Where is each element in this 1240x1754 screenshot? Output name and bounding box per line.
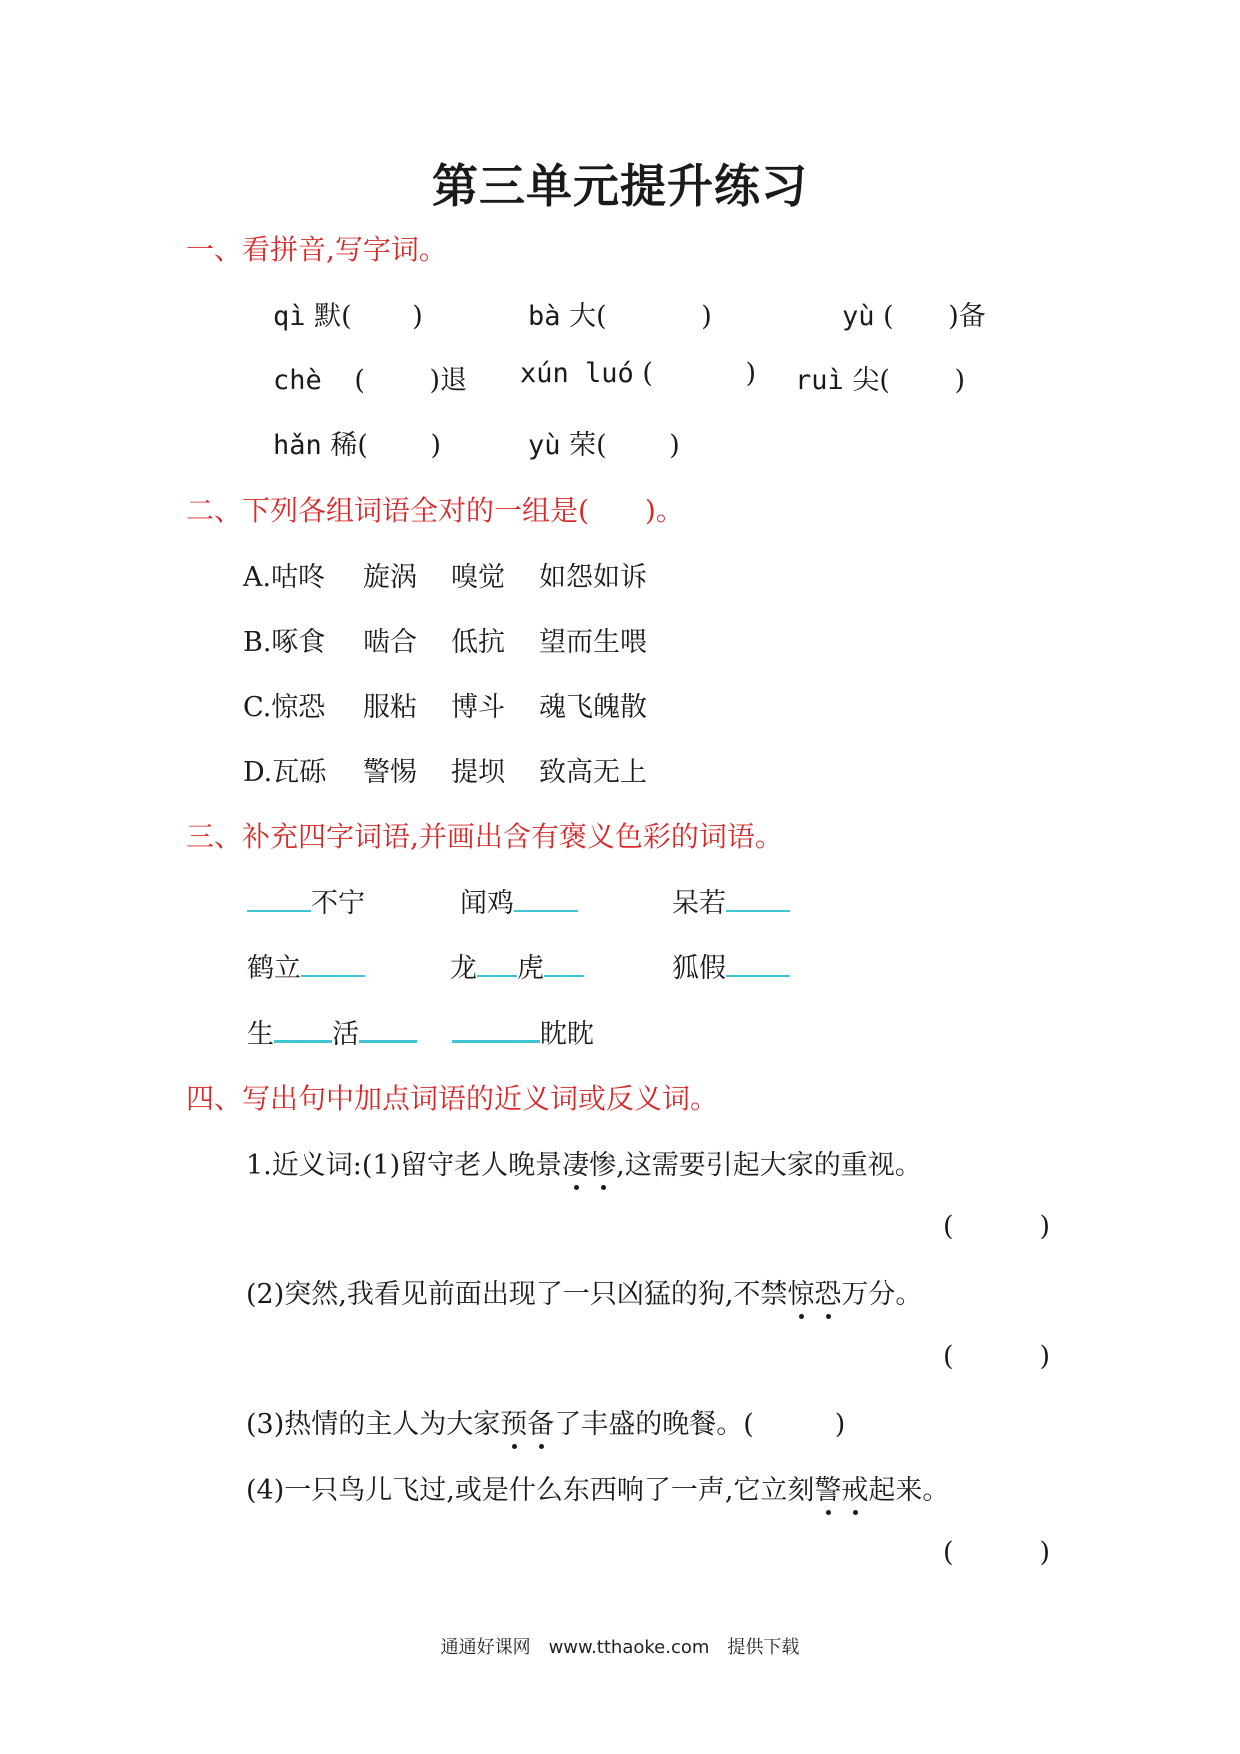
paren-close: ) (1039, 1341, 1051, 1372)
pinyin-item-5 (520, 358, 756, 389)
dotted-char: 备 (527, 1402, 554, 1441)
dotted-char: 惊 (787, 1272, 814, 1311)
item-close: )退 (429, 365, 468, 396)
question-text: (4)一只鸟儿飞过,或是什么东西响了一声,它立刻 (246, 1475, 815, 1506)
section-3-heading: 三、补充四字词语,并画出含有褒义色彩的词语。 (186, 820, 783, 853)
question-text: ,这需要引起大家的重视。 (616, 1150, 922, 1181)
option-word: 警惕 (363, 757, 417, 788)
item-close: ) (745, 358, 757, 389)
pinyin: xún luó (520, 358, 634, 389)
dotted-char: 凄 (562, 1143, 589, 1182)
page-title: 第三单元提升练习 (432, 159, 808, 213)
option-label: C.惊恐 (243, 692, 326, 723)
option-word: 望而生喂 (539, 627, 647, 658)
question-3 (246, 1402, 845, 1441)
question-text: 1.近义词:(1)留守老人晚景 (246, 1150, 563, 1181)
idiom-8 (452, 1012, 594, 1051)
option-d (243, 750, 647, 789)
option-word: 魂飞魄散 (539, 692, 647, 723)
pinyin-item-6 (795, 358, 965, 397)
option-word: 服粘 (363, 692, 417, 723)
option-word: 嗅觉 (451, 562, 505, 593)
item-close: ) (954, 365, 966, 396)
idiom-text: 眈眈 (540, 1019, 594, 1050)
answer-paren-1[interactable] (943, 1211, 1050, 1242)
answer-blank[interactable] (477, 969, 517, 977)
answer-blank[interactable] (452, 1034, 540, 1043)
item-text: 默( (314, 301, 352, 332)
option-word: 博斗 (451, 692, 505, 723)
question-2 (246, 1272, 922, 1311)
idiom-2 (460, 881, 578, 920)
option-label: D.瓦砾 (243, 757, 327, 788)
idiom-text: 活 (332, 1019, 359, 1050)
pinyin-item-3 (842, 294, 986, 333)
item-text: ( (883, 301, 894, 332)
dotted-char: 惨 (589, 1143, 616, 1182)
option-word: 旋涡 (363, 562, 417, 593)
answer-paren-4[interactable] (943, 1537, 1050, 1568)
pinyin: yù (528, 430, 561, 461)
answer-blank[interactable] (274, 1034, 332, 1043)
idiom-text: 狐假 (672, 953, 726, 984)
item-close: ) (412, 301, 423, 332)
item-close: )备 (948, 301, 986, 332)
option-word: 致高无上 (539, 757, 647, 788)
option-word: 如怨如诉 (539, 562, 647, 593)
item-close: ) (669, 430, 680, 461)
pinyin-item-2 (528, 294, 712, 333)
section-2-heading: 二、下列各组词语全对的一组是( )。 (186, 494, 684, 527)
pinyin-item-8 (528, 423, 680, 462)
idiom-1 (247, 881, 365, 920)
item-text: 大( (569, 301, 607, 332)
item-text: ( (354, 365, 365, 396)
pinyin: hǎn (273, 430, 322, 461)
idiom-text: 呆若 (672, 888, 726, 919)
dotted-char: 警 (814, 1468, 841, 1507)
question-4 (246, 1468, 949, 1507)
option-b (243, 620, 647, 659)
option-word: 啮合 (363, 627, 417, 658)
option-word: 低抗 (451, 627, 505, 658)
question-text: 万分。 (841, 1279, 923, 1310)
footer-text: 通通好课网 www.tthaoke.com 提供下载 (440, 1637, 800, 1658)
item-text: 荣( (569, 430, 607, 461)
option-label: A.咕咚 (243, 562, 326, 593)
paren-close: ) (1039, 1537, 1051, 1568)
option-word: 提坝 (451, 757, 505, 788)
item-text: 尖( (852, 365, 890, 396)
dotted-char: 恐 (814, 1272, 841, 1311)
question-text: (3)热情的主人为大家 (246, 1409, 501, 1440)
item-text: 稀( (330, 430, 368, 461)
pinyin-item-4 (273, 358, 467, 397)
section-4-heading: 四、写出句中加点词语的近义词或反义词。 (186, 1082, 719, 1115)
answer-blank[interactable] (359, 1034, 417, 1043)
idiom-6 (672, 946, 790, 985)
idiom-text: 虎 (517, 953, 544, 984)
idiom-4 (247, 946, 365, 985)
paren-open: ( (943, 1537, 954, 1568)
dotted-char: 戒 (841, 1468, 868, 1507)
idiom-text: 生 (247, 1019, 274, 1050)
paren-open: ( (943, 1211, 954, 1242)
idiom-3 (672, 881, 790, 920)
pinyin: qì (273, 301, 306, 332)
pinyin: chè (273, 365, 322, 396)
pinyin: yù (842, 301, 875, 332)
item-close: ) (701, 301, 712, 332)
question-1 (246, 1143, 922, 1182)
answer-blank[interactable] (514, 904, 578, 912)
idiom-text: 鹤立 (247, 953, 301, 984)
idiom-5 (450, 946, 584, 985)
idiom-text: 闻鸡 (460, 888, 514, 919)
option-label: B.啄食 (243, 627, 326, 658)
idiom-7 (247, 1012, 417, 1051)
answer-blank[interactable] (301, 969, 365, 977)
idiom-text: 不宁 (311, 888, 365, 919)
section-1-heading: 一、看拼音,写字词。 (186, 233, 447, 266)
pinyin: ruì (795, 365, 844, 396)
answer-blank[interactable] (726, 969, 790, 977)
option-c (243, 685, 647, 724)
question-text: (2)突然,我看见前面出现了一只凶猛的狗,不禁 (246, 1279, 788, 1310)
answer-blank[interactable] (247, 904, 311, 912)
answer-blank[interactable] (544, 969, 584, 977)
pinyin: bà (528, 301, 561, 332)
question-text: 起来。 (868, 1475, 950, 1506)
item-close: ) (430, 430, 442, 461)
paren-open: ( (943, 1341, 954, 1372)
answer-paren-2[interactable] (943, 1341, 1050, 1372)
paren-close: ) (1039, 1211, 1051, 1242)
pinyin-item-1 (273, 294, 423, 333)
dotted-char: 预 (500, 1402, 527, 1441)
answer-blank[interactable] (726, 904, 790, 912)
item-text: ( (642, 358, 653, 389)
option-a (243, 555, 647, 594)
question-text: 了丰盛的晚餐。( ) (554, 1409, 846, 1440)
idiom-text: 龙 (450, 953, 477, 984)
pinyin-item-7 (273, 423, 441, 462)
